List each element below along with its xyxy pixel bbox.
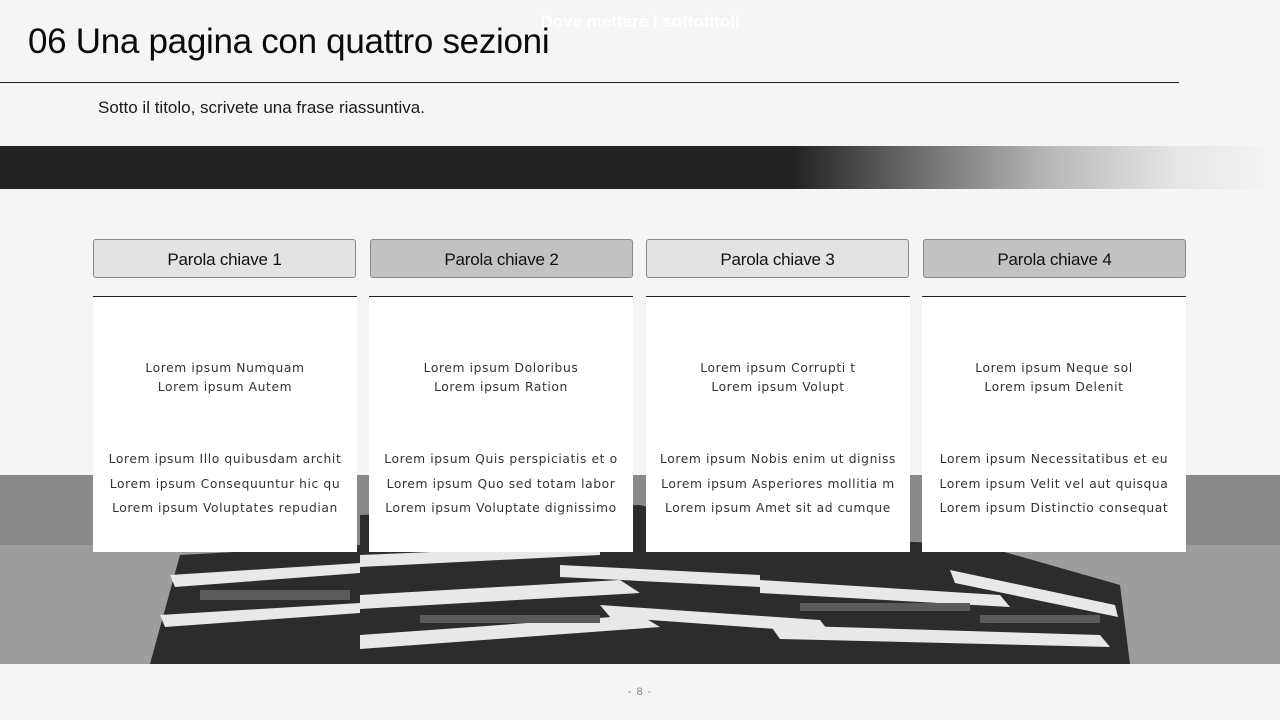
body-line: Lorem ipsum Asperiores mollitia m [661,476,895,491]
body-line: Lorem ipsum Voluptate dignissimo [385,501,617,515]
keyword-4: Parola chiave 4 [923,239,1186,278]
lead-line: Lorem ipsum Numquam [145,361,305,375]
keyword-1: Parola chiave 1 [93,239,356,278]
card-body [922,447,1186,521]
keyword-2: Parola chiave 2 [370,239,633,278]
section-card-1 [93,296,357,552]
body-line: Lorem ipsum Quo sed totam labor [386,476,616,491]
body-line: Lorem ipsum Voluptates repudian [112,501,338,515]
section-card-3 [646,296,910,552]
body-line: Lorem ipsum Velit vel aut quisqua [939,476,1169,491]
section-card-2 [369,296,633,552]
card-body [646,447,910,521]
page-number: - 8 - [627,686,653,698]
section-card-4 [922,296,1186,552]
lead-line: Lorem ipsum Corrupti t [700,361,856,375]
lead-line: Lorem ipsum Ration [434,380,568,394]
lead-line: Lorem ipsum Doloribus [423,361,579,375]
card-lead [93,359,357,397]
card-body [369,447,633,521]
lead-line: Lorem ipsum Volupt [711,380,845,394]
title-divider [0,82,1179,83]
body-line: Lorem ipsum Consequuntur hic qu [109,476,341,491]
subtitle-banner [0,146,1280,189]
lead-line: Lorem ipsum Autem [157,380,293,394]
slide-subtitle: Sotto il titolo, scrivete una frase riassuntiva. [98,98,425,117]
body-line: Lorem ipsum Distinctio consequat [939,501,1169,515]
body-line: Lorem ipsum Nobis enim ut digniss [659,452,896,466]
slide-title: 06 Una pagina con quattro sezioni [28,22,550,61]
card-body [93,447,357,521]
card-lead [922,359,1186,397]
body-line: Lorem ipsum Illo quibusdam archit [108,452,342,466]
card-lead [646,359,910,397]
banner-text: Dove mettere i sottotitoli [540,12,740,31]
body-line: Lorem ipsum Quis perspiciatis et o [384,452,618,466]
body-line: Lorem ipsum Necessitatibus et eu [939,452,1169,466]
card-lead [369,359,633,397]
keyword-3: Parola chiave 3 [646,239,909,278]
lead-line: Lorem ipsum Delenit [984,380,1124,394]
body-line: Lorem ipsum Amet sit ad cumque [665,501,891,515]
lead-line: Lorem ipsum Neque sol [975,361,1133,375]
